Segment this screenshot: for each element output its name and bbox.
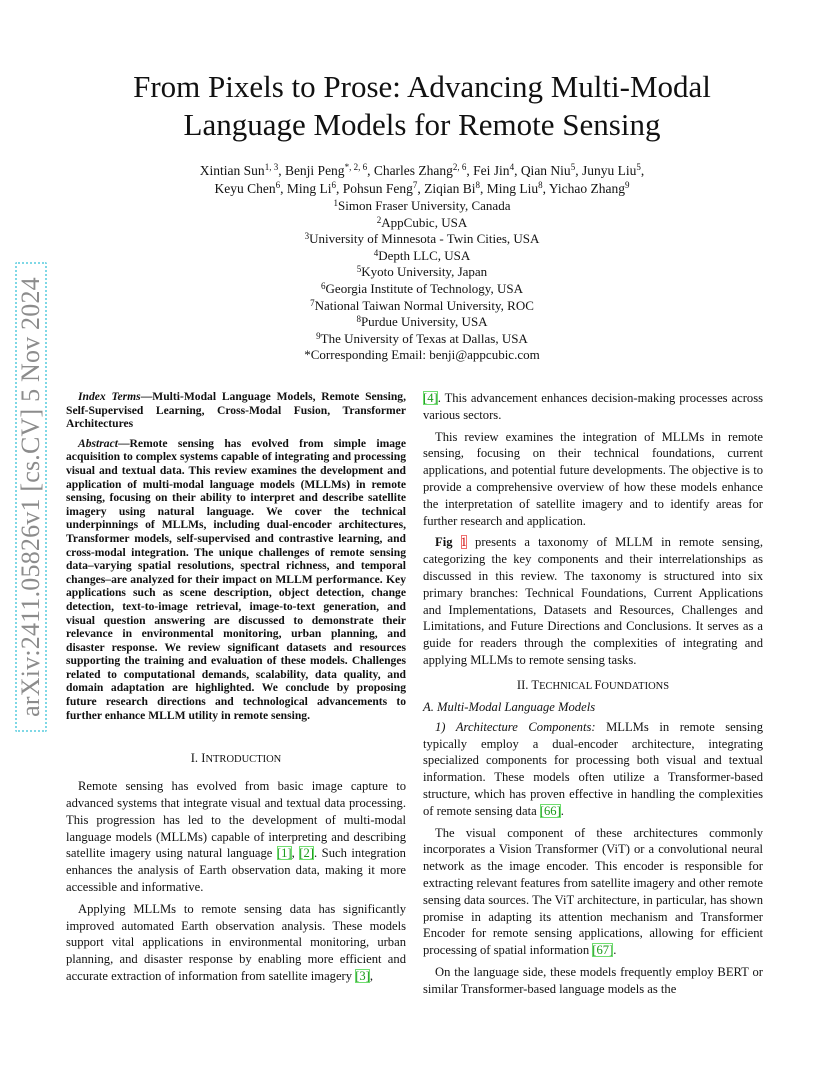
author: Qian Niu$^5$, (520, 162, 582, 178)
affiliation: $^2$AppCubic, USA (376, 214, 468, 230)
body-paragraph: The visual component of these architectures commonly incorporates a Vision Transformer (ViT) or a convolutional neural network as the image encoder. This encoder is responsible for extracting relevant features from satellite imagery and other remote sensing data sources. The ViT architecture, in particular, has shown promise in adapting its attention mechanism and Transformer Encoder for remote sensing applications, allowing for efficient processing of spatial information [67]. (423, 825, 763, 958)
citation-link[interactable]: [4] (423, 391, 438, 405)
author: Benji Peng$^{*, 2, 6}$, (284, 162, 374, 178)
author: Junyu Liu$^5$, (581, 162, 645, 178)
author: Yichao Zhang$^9$ (548, 180, 630, 196)
affiliation: $^9$The University of Texas at Dallas, USA (316, 330, 528, 346)
paper-title (60, 68, 784, 144)
affiliation: $^5$Kyoto University, Japan (356, 264, 488, 280)
affiliation: $^4$Depth LLC, USA (373, 247, 471, 263)
affiliation: $^3$University of Minnesota - Twin Cities, USA (304, 231, 540, 247)
intro-paragraph: Remote sensing has evolved from basic image capture to advanced systems that integrate visual and textual data processing. This progression has led to the development of multi-modal language models (MLLMs) capable of interpreting and describing satellite imagery using natural language [1], [2]. Such integration enhances the analysis of Earth observation data, making it more accessible and informative. (66, 779, 406, 895)
author: Ziqian Bi$^8$, (424, 180, 487, 196)
title-line-1: From Pixels to Prose: Advancing Multi-Modal (133, 69, 711, 104)
affiliation: $^7$National Taiwan Normal University, ROC (310, 297, 534, 313)
arxiv-id: arXiv:2411.05826v1 [cs.CV] 5 Nov 2024 (16, 277, 45, 717)
citation-link[interactable]: [2] (299, 846, 314, 861)
author: Pohsun Feng$^7$, (342, 180, 425, 196)
author: Ming Li$^6$, (286, 180, 343, 196)
body-paragraph: [4]. This advancement enhances decision-making processes across various sectors. (423, 391, 763, 422)
arxiv-stamp (15, 262, 47, 732)
author: Ming Liu$^8$, (486, 180, 549, 196)
intro-paragraph: Applying MLLMs to remote sensing data has significantly improved automated Earth observation analysis. These models support vital applications in environmental monitoring, urban planning, and disaster response by enabling more efficient and accurate extraction of information from satellite imagery [3], (66, 901, 406, 984)
author: Xintian Sun$^{1, 3}$, (199, 162, 285, 178)
index-terms: Index Terms—Multi-Modal Language Models, Remote Sensing, Self-Supervised Learning, Cross-Modal Fusion, Transformer Architectures (66, 390, 406, 431)
author: Keyu Chen$^6$, (214, 180, 287, 196)
citation-link[interactable]: [3] (355, 969, 370, 984)
title-line-2: Language Models for Remote Sensing (183, 107, 661, 142)
affiliation: $^6$Georgia Institute of Technology, USA (321, 280, 523, 296)
section-heading-introduction: I. INTRODUCTION (190, 751, 282, 766)
author: Charles Zhang$^{2, 6}$, (373, 162, 474, 178)
body-paragraph: On the language side, these models frequently employ BERT or similar Transformer-based language models as the (423, 964, 763, 996)
left-column (66, 390, 406, 985)
corresponding-email: *Corresponding Email: benji@appcubic.com (304, 347, 540, 363)
abstract: Abstract—Remote sensing has evolved from simple image acquisition to complex systems capable of integrating and processing visual and textual data. This review examines the development and application of multi-modal language models (MLLMs) in remote sensing, focusing on their ability to interpret and describe satellite imagery using natural language. We cover the technical underpinnings of MLLMs, including dual-encoder architectures, Transformer models, self-supervised and contrastive learning, and cross-modal integration. The unique challenges of remote sensing data–varying spatial resolutions, spectral richness, and temporal changes–are analyzed for their impact on MLLM performance. Key applications such as scene description, object detection, change detection, text-to-image retrieval, image-to-text generation, and visual question answering are discussed to demonstrate their relevance in environmental monitoring, urban planning, and disaster response. We review significant datasets and resources supporting the training and evaluation of these models. Challenges related to computational demands, scalability, data quality, and domain adaptation are highlighted. We conclude by proposing future research directions and technological advancements to further enhance MLLM utility in remote sensing. (66, 436, 406, 722)
section-heading-technical-foundations: II. TECHNICAL FOUNDATIONS (516, 677, 670, 692)
author-list (60, 162, 784, 198)
body-paragraph: 1) Architecture Components: MLLMs in remote sensing typically employ a dual-encoder architecture, integrating specialized components for processing both visual and textual information. These models often utilize a Transformer-based structure, which has proven effective in handling the complexities of remote sensing data [66]. (423, 719, 763, 818)
subsection-heading: A. Multi-Modal Language Models (423, 699, 596, 714)
body-paragraph: Fig 1 presents a taxonomy of MLLM in remote sensing, categorizing the key components and their interrelationships as discussed in this review. The taxonomy is structured into six primary branches: Technical Foundations, Current Applications and Implementations, Datasets and Resources, Challenges and Limitations, and Future Directions and Conclusions. It serves as a guide for readers through the complexities of integrating and applying MLLMs to remote sensing tasks. (423, 535, 763, 667)
author: Fei Jin$^4$, (473, 162, 521, 178)
right-column (423, 390, 763, 998)
citation-link[interactable]: [66] (539, 803, 561, 818)
affiliation: $^8$Purdue University, USA (356, 314, 488, 330)
citation-link[interactable]: [67] (592, 943, 614, 958)
citation-link[interactable]: [1] (276, 846, 292, 861)
affiliation: $^1$Simon Fraser University, Canada (333, 198, 511, 213)
body-paragraph: This review examines the integration of MLLMs in remote sensing, focusing on their technical foundations, current applications, and potential future developments. The objective is to provide a comprehensive overview of how these models enhance the interpretation of satellite imagery and to identify areas for further research and application. (423, 429, 763, 528)
figure-link[interactable]: 1 (460, 535, 467, 550)
affiliation-list (60, 198, 784, 364)
